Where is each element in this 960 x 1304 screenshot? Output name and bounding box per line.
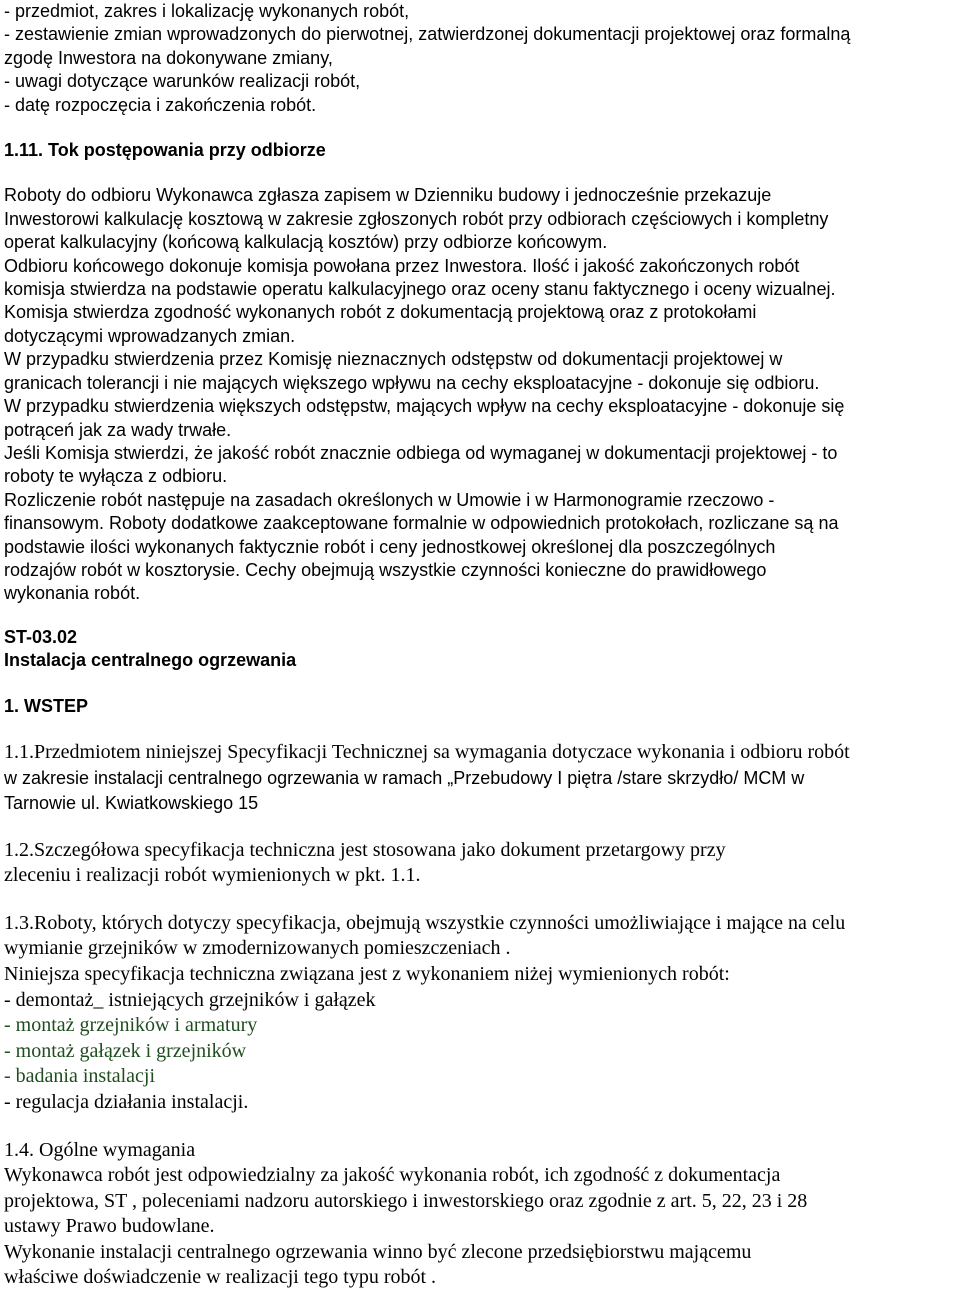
spec-header [4,626,956,718]
paragraph-line: Wykonawca robót jest odpowiedzialny za jakość wykonania robót, ich zgodność z dokumentacja [4,1164,781,1187]
list-item: - przedmiot, zakres i lokalizację wykonanych robót, [4,1,410,21]
list-item: - demontaż_ istniejących grzejników i gałązek [4,988,376,1011]
paragraph-line: operat kalkulacyjny (końcową kalkulacją kosztów) przy odbiorze końcowym. [4,232,608,253]
list-item: - zestawienie zmian wprowadzonych do pierwotnej, zatwierdzonej dokumentacji projektowej oraz formalną [4,24,851,45]
paragraph-line: Inwestorowi kalkulację kosztową w zakresie zgłoszonych robót przy odbiorach częściowych i kompletny [4,208,829,229]
paragraph-line: 1.3.Roboty, których dotyczy specyfikacja, obejmują wszystkie czynności umożliwiające i mające na celu [4,911,846,934]
paragraph-line: Tarnowie ul. Kwiatkowskiego 15 [4,792,259,813]
list-item: - badania instalacji [4,1065,156,1088]
paragraph-line: w zakresie instalacji centralnego ogrzewania w ramach „Przebudowy I piętra /stare skrzydło/ MCM w [4,767,805,788]
list-item: - datę rozpoczęcia i zakończenia robót. [4,94,317,115]
paragraph-line: właściwe doświadczenie w realizacji tego typu robót . [4,1266,437,1289]
paragraph-line: ustawy Prawo budowlane. [4,1215,215,1238]
paragraph-line: potrąceń jak za wady trwałe. [4,419,232,440]
paragraph-line: W przypadku stwierdzenia większych odstępstw, mających wpływ na cechy eksploatacyjne - dokonuje się [4,396,845,417]
paragraph-1-3 [4,911,956,1116]
document-page [4,0,956,1291]
paragraph-line: podstawie ilości wykonanych faktycznie robót i ceny jednostkowej określonej dla poszczególnych [4,536,776,557]
paragraph-line: wykonania robót. [4,583,141,604]
list-item: zgodę Inwestora na dokonywane zmiany, [4,47,333,68]
paragraph-1-1 [4,740,956,816]
paragraph-line: Komisja stwierdza zgodność wykonanych robót z dokumentacją projektową oraz z protokołami [4,302,757,323]
list-item: - uwagi dotyczące warunków realizacji robót, [4,71,361,92]
section-heading: 1. WSTEP [4,695,89,716]
top-list [4,0,956,117]
paragraph-line: granicach tolerancji i nie mających większego wpływu na cechy eksploatacyjne - dokonuje się odbioru. [4,372,820,393]
paragraph-line: roboty te wyłącza z odbioru. [4,466,228,487]
list-item: - montaż gałązek i grzejników [4,1039,247,1062]
paragraph-line: zleceniu i realizacji robót wymienionych w pkt. 1.1. [4,864,421,887]
section-heading: 1.11. Tok postępowania przy odbiorze [4,140,326,161]
paragraph-line: Wykonanie instalacji centralnego ogrzewania winno być zlecone przedsiębiorstwu mającemu [4,1240,752,1263]
paragraph-line: komisja stwierdza na podstawie operatu kalkulacyjnego oraz oceny stanu faktycznego i oceny wizualnej. [4,279,836,300]
paragraph-1-4 [4,1138,956,1292]
list-item: - montaż grzejników i armatury [4,1014,258,1037]
paragraph-line: dotyczącymi wprowadzanych zmian. [4,325,296,346]
paragraph-line: W przypadku stwierdzenia przez Komisję nieznacznych odstępstw od dokumentacji projektowej w [4,349,783,370]
paragraph-line: Rozliczenie robót następuje na zasadach określonych w Umowie i w Harmonogramie rzeczowo - [4,489,775,510]
paragraph-1-2 [4,838,956,889]
paragraph-line: Odbioru końcowego dokonuje komisja powołana przez Inwestora. Ilość i jakość zakończonych robót [4,255,800,276]
list-item: - regulacja działania instalacji. [4,1090,249,1113]
paragraph-line: Niniejsza specyfikacja techniczna związana jest z wykonaniem niżej wymienionych robót: [4,962,730,985]
paragraph-line: projektowa, ST , poleceniami nadzoru autorskiego i inwestorskiego oraz zgodnie z art. 5, 22, 23 i 28 [4,1189,808,1212]
section-1-11 [4,139,956,606]
paragraph-line: wymianie grzejników w zmodernizowanych pomieszczeniach . [4,937,511,960]
paragraph-line: 1.2.Szczegółowa specyfikacja techniczna jest stosowana jako dokument przetargowy przy [4,838,726,861]
paragraph-line: Jeśli Komisja stwierdzi, że jakość robót znacznie odbiega od wymaganej w dokumentacji projektowej - to [4,442,838,463]
spec-title: Instalacja centralnego ogrzewania [4,650,297,671]
paragraph-line: rodzajów robót w kosztorysie. Cechy obejmują wszystkie czynności konieczne do prawidłowego [4,559,767,580]
paragraph-line: finansowym. Roboty dodatkowe zaakceptowane formalnie w odpowiednich protokołach, rozliczane są na [4,513,839,534]
paragraph-line: Roboty do odbioru Wykonawca zgłasza zapisem w Dzienniku budowy i jednocześnie przekazuje [4,185,772,206]
paragraph-line: 1.1.Przedmiotem niniejszej Specyfikacji Technicznej sa wymagania dotyczace wykonania i odbioru robót [4,740,850,763]
spec-code: ST-03.02 [4,626,78,647]
section-heading: 1.4. Ogólne wymagania [4,1138,196,1161]
